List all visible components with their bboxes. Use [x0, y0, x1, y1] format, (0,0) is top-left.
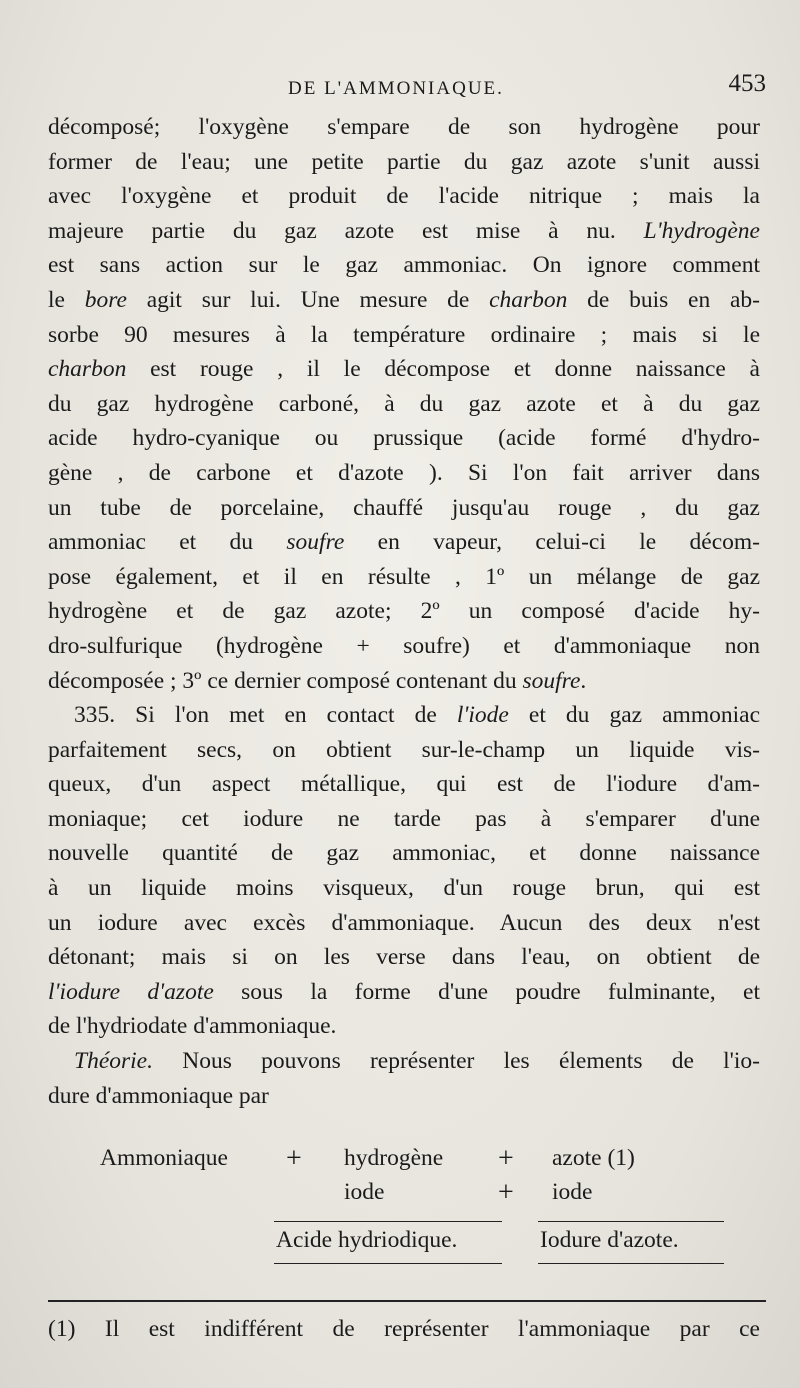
running-head: DE L'AMMONIAQUE.	[288, 78, 504, 99]
text-line: hydrogène et de gaz azote; 2º un composé d'acide hy-	[48, 598, 760, 625]
text-line: décomposé; l'oxygène s'empare de son hydrogène pour	[48, 114, 760, 140]
paragraph-335-start: 335. Si l'on met en contact de l'iode et du gaz ammoniac	[74, 702, 760, 729]
formula-plus: +	[286, 1143, 302, 1174]
text-line: détonant; mais si on les verse dans l'eau, on obtient de	[48, 944, 760, 971]
formula-plus: +	[498, 1143, 514, 1174]
text-line: dro-sulfurique (hydrogène + soufre) et d'ammoniaque non	[48, 632, 760, 659]
formula-rule-right	[538, 1221, 724, 1222]
footnote-separator	[48, 1300, 766, 1302]
text-line: moniaque; cet iodure ne tarde pas à s'emparer d'une	[48, 805, 760, 832]
body-text	[48, 110, 760, 1113]
footnote: (1) Il est indifférent de représenter l'ammoniaque par ce	[48, 1316, 760, 1342]
formula-iodure-azote: Iodure d'azote.	[540, 1227, 679, 1253]
text-line: nouvelle quantité de gaz ammoniac, et donne naissance	[48, 840, 760, 867]
page-header	[48, 70, 766, 110]
formula-rule-left	[274, 1221, 502, 1222]
formula-underline-right	[538, 1263, 724, 1264]
text-line: gène , de carbone et d'azote ). Si l'on fait arriver dans	[48, 459, 760, 486]
formula-azote: azote (1)	[552, 1145, 635, 1171]
text-line: charbon est rouge , il le décompose et donne naissance à	[48, 356, 760, 383]
text-line: un tube de porcelaine, chauffé jusqu'au rouge , du gaz	[48, 494, 760, 521]
text-line: décomposée ; 3º ce dernier composé contenant du soufre.	[48, 667, 587, 694]
text-line: majeure partie du gaz azote est mise à nu. L'hydrogène	[48, 217, 760, 244]
formula-underline-left	[274, 1263, 502, 1264]
formula-hydrogene: hydrogène	[344, 1145, 444, 1171]
text-line: dure d'ammoniaque par	[48, 1082, 269, 1109]
text-line: est sans action sur le gaz ammoniac. On ignore comment	[48, 252, 760, 279]
formula-acide-hydriodique: Acide hydriodique.	[276, 1227, 458, 1253]
text-line: l'iodure d'azote sous la forme d'une poudre fulminante, et	[48, 978, 760, 1005]
text-line: un iodure avec excès d'ammoniaque. Aucun des deux n'est	[48, 909, 760, 936]
text-line: du gaz hydrogène carboné, à du gaz azote et à du gaz	[48, 390, 760, 417]
theorie-paragraph-start: Théorie. Nous pouvons représenter les élements de l'io-	[74, 1048, 760, 1075]
text-line: former de l'eau; une petite partie du gaz azote s'unit aussi	[48, 148, 760, 175]
text-line: de l'hydriodate d'ammoniaque.	[48, 1013, 337, 1040]
text-line: acide hydro-cyanique ou prussique (acide formé d'hydro-	[48, 425, 760, 452]
text-line: sorbe 90 mesures à la température ordinaire ; mais si le	[48, 321, 760, 348]
text-line: avec l'oxygène et produit de l'acide nitrique ; mais la	[48, 183, 760, 210]
formula-plus: +	[498, 1177, 514, 1208]
formula-ammoniaque: Ammoniaque	[100, 1145, 228, 1171]
chemical-formula	[48, 1145, 760, 1275]
formula-iode: iode	[344, 1179, 385, 1205]
text-line: à un liquide moins visqueux, d'un rouge brun, qui est	[48, 875, 760, 902]
text-line: queux, d'un aspect métallique, qui est de l'iodure d'am-	[48, 771, 760, 798]
page-number: 453	[728, 70, 766, 97]
formula-iode-2: iode	[552, 1179, 593, 1205]
text-line: parfaitement secs, on obtient sur-le-champ un liquide vis-	[48, 736, 760, 763]
text-line: pose également, et il en résulte , 1º un mélange de gaz	[48, 563, 760, 590]
text-line: le bore agit sur lui. Une mesure de charbon de buis en ab-	[48, 286, 760, 313]
text-line: ammoniac et du soufre en vapeur, celui-ci le décom-	[48, 529, 760, 556]
